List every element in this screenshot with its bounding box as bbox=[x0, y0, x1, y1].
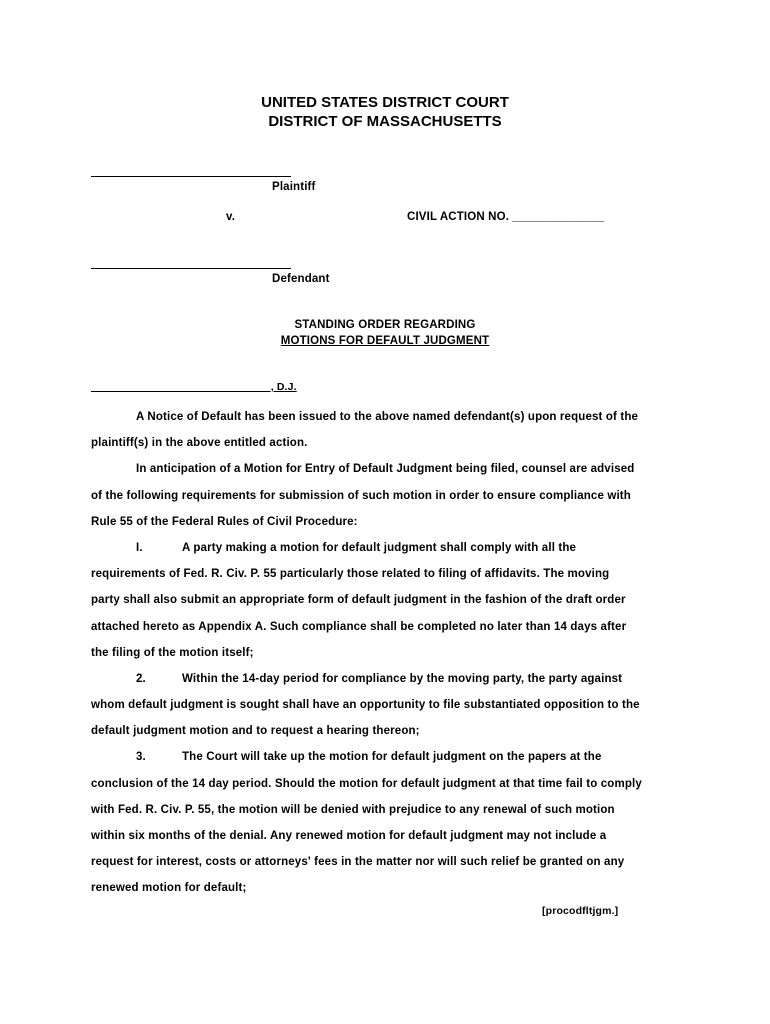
body-line: default judgment motion and to request a hearing thereon; bbox=[91, 725, 420, 738]
defendant-label: Defendant bbox=[272, 273, 330, 285]
item-first-line: The Court will take up the motion for default judgment on the papers at the bbox=[182, 751, 602, 764]
body-line: request for interest, costs or attorneys' fees in the matter nor will such relief be granted on any bbox=[91, 856, 625, 869]
defendant-signature-line bbox=[91, 268, 291, 269]
plaintiff-label: Plaintiff bbox=[272, 181, 316, 193]
body-line: of the following requirements for submission of such motion in order to ensure compliance with bbox=[91, 489, 631, 502]
numbered-item-1 bbox=[91, 535, 691, 561]
body-line: A Notice of Default has been issued to the above named defendant(s) upon request of the bbox=[136, 411, 639, 423]
body-line: the filing of the motion itself; bbox=[91, 646, 254, 659]
numbered-item-2 bbox=[91, 666, 691, 692]
body-line: party shall also submit an appropriate form of default judgment in the fashion of the draft order bbox=[91, 594, 626, 607]
item-number: 3. bbox=[136, 751, 146, 764]
body-line: renewed motion for default; bbox=[91, 882, 247, 895]
civil-action-number: CIVIL ACTION NO. ______________ bbox=[407, 211, 605, 223]
body-line: whom default judgment is sought shall have an opportunity to file substantiated opposition to the bbox=[91, 699, 640, 712]
document-code: [procodfltjgm.] bbox=[542, 905, 619, 917]
district-name: DISTRICT OF MASSACHUSETTS bbox=[268, 113, 502, 130]
body-line: plaintiff(s) in the above entitled action. bbox=[91, 437, 308, 450]
order-body bbox=[91, 404, 691, 902]
item-number: I. bbox=[136, 541, 143, 554]
court-name: UNITED STATES DISTRICT COURT bbox=[261, 94, 509, 111]
judge-signature-line: ______________________________, D.J. bbox=[91, 381, 297, 393]
order-title-line2: MOTIONS FOR DEFAULT JUDGMENT bbox=[280, 335, 490, 347]
item-number: 2. bbox=[136, 672, 146, 685]
item-first-line: Within the 14-day period for compliance by the moving party, the party against bbox=[182, 672, 623, 685]
body-line: within six months of the denial. Any renewed motion for default judgment may not include a bbox=[91, 830, 607, 842]
body-line: In anticipation of a Motion for Entry of Default Judgment being filed, counsel are advised bbox=[136, 463, 635, 476]
order-title-line1: STANDING ORDER REGARDING bbox=[294, 319, 476, 331]
body-line: conclusion of the 14 day period. Should the motion for default judgment at that time fail to comply bbox=[91, 777, 642, 790]
body-line: attached hereto as Appendix A. Such compliance shall be completed no later than 14 days after bbox=[91, 620, 627, 633]
body-line: with Fed. R. Civ. P. 55, the motion will be denied with prejudice to any renewal of such motion bbox=[91, 803, 615, 816]
versus-label: v. bbox=[226, 211, 236, 223]
body-line: requirements of Fed. R. Civ. P. 55 particularly those related to filing of affidavits. The moving bbox=[91, 568, 610, 581]
plaintiff-signature-line bbox=[91, 176, 291, 177]
numbered-item-3 bbox=[91, 744, 691, 770]
item-first-line: A party making a motion for default judgment shall comply with all the bbox=[182, 541, 577, 554]
body-line: Rule 55 of the Federal Rules of Civil Procedure: bbox=[91, 515, 358, 528]
